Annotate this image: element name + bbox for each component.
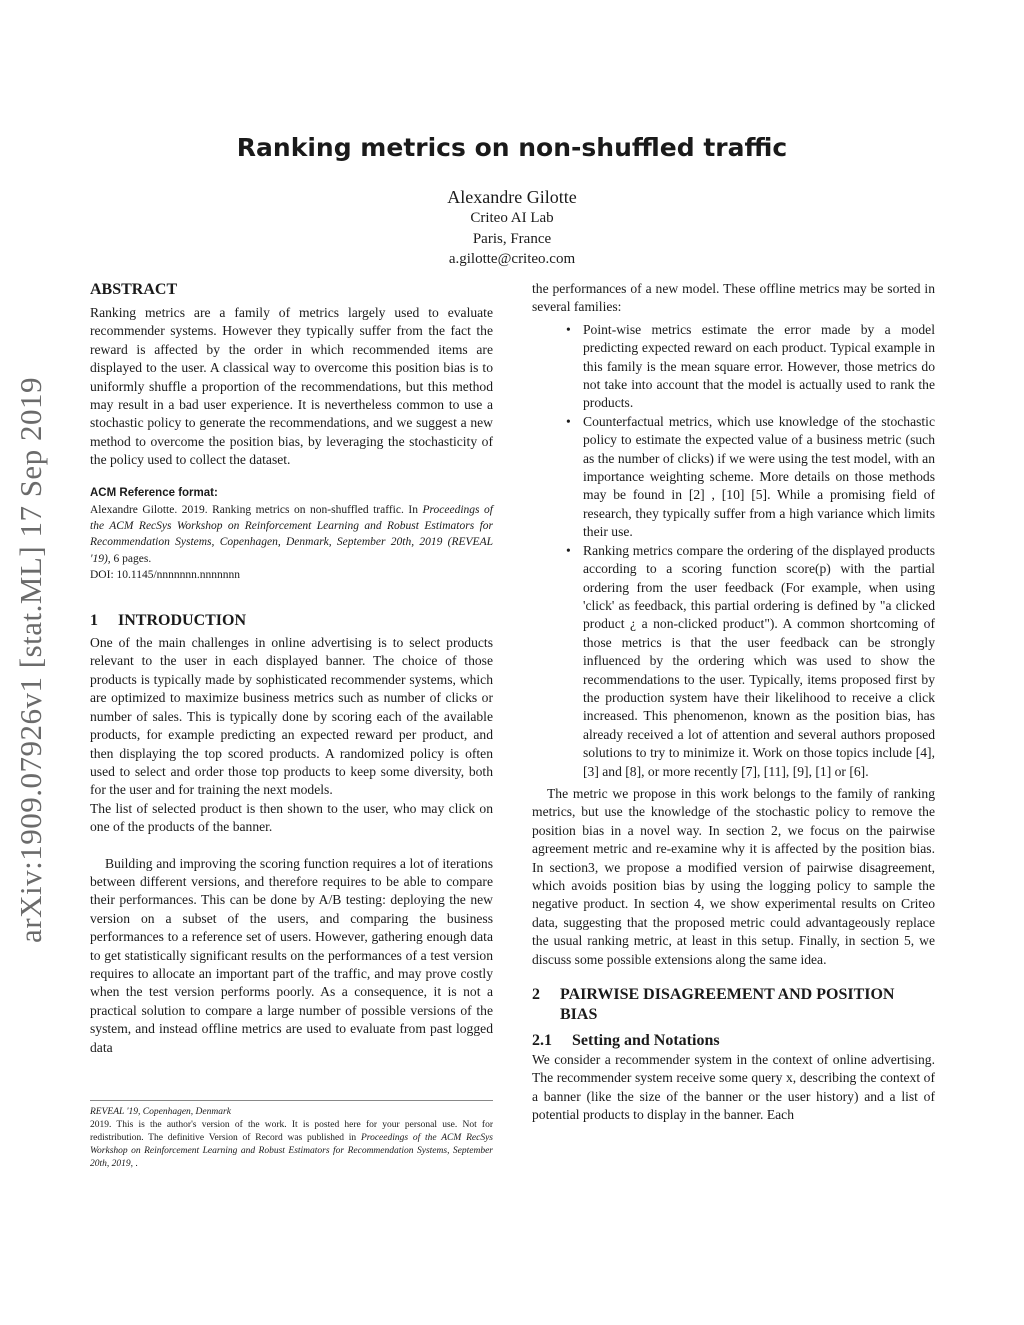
abstract-text: Ranking metrics are a family of metrics largely used to evaluate recommender systems. However they typically suffer from the fact the reward is affected by the order in which recommended items are displayed to the user. A classical way to overcome this position bias is to uniformly shuffle a proportion of the recommendations, but this method may result in a bad user experience. It is nevertheless common to use a stochastic policy to generate the recommendations, and we suggest a new method to overcome the position bias, by leveraging the stochasticity of the policy used to collect the dataset. [90,305,493,468]
subsection-2-1-number: 2.1 [532,1032,552,1050]
right-paragraph: The metric we propose in this work belongs to the family of ranking metrics, but use the knowledge of the stochastic policy to remove the position bias in a novel way. In section 2, we focus on the pairwise agreement metric and re-examine why it is affected by the position bias. In section3, we propose a modified version of pairwise disagreement, which avoids position bias by using the logging policy to sample the negative product. In section 4, we show experimental results on Criteo data, suggesting that the proposed metric could advantageously replace the usual ranking metric, at least in this setup. Finally, in section 5, we discuss some possible extensions along the same idea. [532,785,935,967]
acm-doi: DOI: 10.1145/nnnnnnn.nnnnnnn [90,568,241,581]
author-email: a.gilotte@criteo.com [448,251,576,267]
intro-paragraph-2: The list of selected product is then shown to the user, who may click on one of the products of the banner. [90,800,493,835]
section2-heading [532,985,935,1025]
author-affiliation: Criteo AI Lab [470,210,554,226]
acm-reference-venue: Proceedings of the ACM RecSys Workshop on Reinforcement Learning and Robust Estimators for Recommendation Systems, Copenhagen, Denmark, September 20th, 2019 (REVEAL '19), [90,504,493,565]
subsection-2-1-title: Setting and Notations [572,1032,720,1050]
acm-reference-lead: Alexandre Gilotte. 2019. Ranking metrics on non-shuffled traffic. In [90,504,423,517]
acm-reference-pages: 6 pages. [110,552,152,565]
author-location: Paris, France [472,230,552,247]
intro-title: INTRODUCTION [118,612,247,630]
subsection-2-1-heading [532,1031,935,1051]
list-item [532,321,935,413]
subsection-2-1-text: We consider a recommender system in the context of online advertising. The recommender system receive some query x, describing the context of a banner (like the size of the banner or the user history) and a list of potential products to display in the banner. Each [532,1052,935,1123]
bullet-text: Point-wise metrics estimate the error made by a model predicting expected reward on each product. Typical example in this family is the mean square error. However, those metrics do not take into account that the model is actually used to rank the products. [583,321,935,411]
section2-number: 2 [532,986,540,1004]
footnote-venue-text: REVEAL '19, Copenhagen, Denmark [90,1107,231,1117]
bullet-text: Counterfactual metrics, which use knowledge of the stochastic policy to estimate the expected value of a business metric (such as the number of clicks) if we were using the test model, with an importance weighting scheme. More details on those methods may be found in [2] , [10] [5]. While a promising field of research, they typically suffer from a high variance which limits their use. [583,413,935,540]
footnote-body [90,1119,493,1171]
intro-heading [90,611,493,631]
acm-reference [90,502,493,567]
intro-paragraph-3: Building and improving the scoring function requires a lot of iterations between different versions, and therefore requires to be able to compare their performances. This can be done by A/B testing: deploying the new version on a subset of the users, and comparing the business performances to a reference set of users. However, gathering enough data to get statistically significant results on the performances of a test version requires to allocate an important part of the traffic, and may prove costly when the test version performs poorly. As a consequence, it is not a practical solution to compare a large number of possible versions of the system, and instead offline metrics are used to evaluate from past logged data [90,855,493,1055]
acm-reference-heading: ACM Reference format: [90,486,218,499]
intro-paragraph-1: One of the main challenges in online advertising is to select products relevant to the user in each displayed banner. The choice of those products is typically made by sophisticated recommender systems, which are optimized to maximize business metrics such as number of clicks or number of sales. This is typically done by scoring each of the available products, for example predicting an expected reward per product, and then displaying the top scored products. A randomized policy is often used to select and order those top products to keep some diversity, both for the user and for training the next models. [90,635,493,798]
bullet-icon: • [566,413,571,429]
intro-number: 1 [90,612,98,630]
abstract-heading: ABSTRACT [90,281,178,298]
footnote-proceedings: Proceedings of the ACM RecSys Workshop on Reinforcement Learning and Robust Estimators for Recommendation Systems, September 20th, 2019 [90,1133,493,1169]
bullet-text: Ranking metrics compare the ordering of the displayed products according to a scoring function score(p) with the partial ordering from the user feedback (For example, when using 'click' as feedback, this partial ordering is defined by "a clicked product ¿ a non-clicked product"). A common shortcoming of those metrics is that the user feedback can be strongly influenced by the ordering which was used to show the recommendations to the user. Typically, items proposed first by the production system have their likelihood to receive a click increased. This phenomenon, known as the position bias, has already received a lot of attention and several authors proposed solutions to try to minimize it. Work on those topics include [4], [3] and [8], or more recently [7], [11], [9], [1] or [6]. [583,542,935,779]
footnote-line: 2019. This is the author's version of the work. It is posted here for your personal use. Not for redistribution. The definitive Version of Record was published in [90,1120,493,1143]
section2-title: PAIRWISE DISAGREEMENT AND POSITION BIAS [560,986,895,1024]
right-continuation: the performances of a new model. These offline metrics may be sorted in several families: [532,281,935,315]
paper-title: Ranking metrics on non-shuffled traffic [236,133,788,162]
arxiv-stamp-text: arXiv:1909.07926v1 [stat.ML] 17 Sep 2019 [13,377,48,943]
arxiv-margin-stamp [8,340,54,980]
author-block [0,186,1024,270]
list-item [532,542,935,781]
list-item [532,413,935,542]
bullet-icon: • [566,542,571,558]
metric-families-list [532,321,935,781]
left-column [90,280,493,1057]
footnote-tail: , . [130,1159,138,1169]
footnote [90,1100,493,1171]
bullet-icon: • [566,321,571,337]
author-name: Alexandre Gilotte [447,187,577,207]
right-column [532,280,935,1125]
footnote-venue [90,1106,493,1119]
